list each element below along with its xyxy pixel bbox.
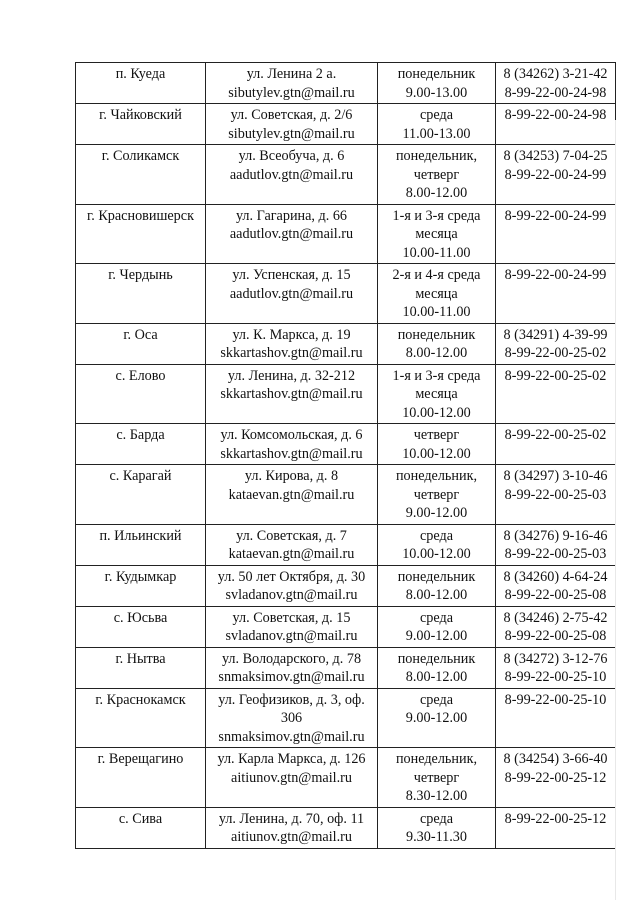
cell-address: ул. Ленина, д. 70, оф. 11 aitiunov.gtn@mail.ru (206, 807, 378, 848)
table-row (76, 606, 616, 647)
cell-address: ул. Всеобуча, д. 6 aadutlov.gtn@mail.ru (206, 145, 378, 205)
cell-phones: 8-99-22-00-25-02 (496, 364, 616, 424)
page-edge-divider (615, 120, 616, 900)
cell-address: ул. Ленина, д. 32-212 skkartashov.gtn@mail.ru (206, 364, 378, 424)
table-row (76, 63, 616, 104)
table-row (76, 145, 616, 205)
cell-schedule: среда 9.30-11.30 (378, 807, 496, 848)
cell-city: с. Сива (76, 807, 206, 848)
cell-phones: 8-99-22-00-25-02 (496, 424, 616, 465)
cell-city: с. Карагай (76, 465, 206, 525)
cell-phones: 8-99-22-00-24-99 (496, 264, 616, 324)
cell-schedule: среда 9.00-12.00 (378, 606, 496, 647)
cell-phones: 8-99-22-00-25-10 (496, 688, 616, 748)
table-row (76, 748, 616, 808)
cell-city: п. Куеда (76, 63, 206, 104)
cell-address: ул. К. Маркса, д. 19 skkartashov.gtn@mail.ru (206, 323, 378, 364)
table-row (76, 688, 616, 748)
cell-phones: 8 (34291) 4-39-99 8-99-22-00-25-02 (496, 323, 616, 364)
table-row (76, 364, 616, 424)
cell-city: п. Ильинский (76, 524, 206, 565)
cell-city: г. Чердынь (76, 264, 206, 324)
cell-address: ул. Геофизиков, д. 3, оф. 306 snmaksimov.gtn@mail.ru (206, 688, 378, 748)
cell-city: г. Краснокамск (76, 688, 206, 748)
table-row (76, 807, 616, 848)
table-row (76, 647, 616, 688)
cell-phones: 8 (34260) 4-64-24 8-99-22-00-25-08 (496, 565, 616, 606)
cell-schedule: понедельник, четверг 8.00-12.00 (378, 145, 496, 205)
cell-phones: 8 (34253) 7-04-25 8-99-22-00-24-99 (496, 145, 616, 205)
table-row (76, 264, 616, 324)
schedule-table (75, 62, 616, 849)
cell-schedule: среда 9.00-12.00 (378, 688, 496, 748)
cell-phones: 8 (34297) 3-10-46 8-99-22-00-25-03 (496, 465, 616, 525)
table-row (76, 465, 616, 525)
cell-schedule: понедельник, четверг 8.30-12.00 (378, 748, 496, 808)
cell-address: ул. Кирова, д. 8 kataevan.gtn@mail.ru (206, 465, 378, 525)
schedule-table-body (76, 63, 616, 849)
cell-city: г. Нытва (76, 647, 206, 688)
cell-city: г. Кудымкар (76, 565, 206, 606)
cell-address: ул. Ленина 2 а. sibutylev.gtn@mail.ru (206, 63, 378, 104)
cell-schedule: понедельник, четверг 9.00-12.00 (378, 465, 496, 525)
cell-city: г. Красновишерск (76, 204, 206, 264)
table-row (76, 524, 616, 565)
cell-city: г. Верещагино (76, 748, 206, 808)
cell-address: ул. Успенская, д. 15 aadutlov.gtn@mail.ru (206, 264, 378, 324)
cell-schedule: понедельник 8.00-12.00 (378, 565, 496, 606)
cell-schedule: понедельник 9.00-13.00 (378, 63, 496, 104)
cell-phones: 8 (34246) 2-75-42 8-99-22-00-25-08 (496, 606, 616, 647)
table-row (76, 323, 616, 364)
cell-schedule: среда 11.00-13.00 (378, 104, 496, 145)
cell-schedule: 1-я и 3-я среда месяца 10.00-11.00 (378, 204, 496, 264)
table-row (76, 424, 616, 465)
cell-schedule: понедельник 8.00-12.00 (378, 323, 496, 364)
cell-address: ул. 50 лет Октября, д. 30 svladanov.gtn@mail.ru (206, 565, 378, 606)
cell-address: ул. Комсомольская, д. 6 skkartashov.gtn@mail.ru (206, 424, 378, 465)
cell-schedule: четверг 10.00-12.00 (378, 424, 496, 465)
cell-city: г. Оса (76, 323, 206, 364)
cell-schedule: 2-я и 4-я среда месяца 10.00-11.00 (378, 264, 496, 324)
cell-address: ул. Советская, д. 15 svladanov.gtn@mail.ru (206, 606, 378, 647)
cell-phones: 8 (34254) 3-66-40 8-99-22-00-25-12 (496, 748, 616, 808)
table-row (76, 565, 616, 606)
cell-schedule: понедельник 8.00-12.00 (378, 647, 496, 688)
cell-phones: 8 (34262) 3-21-42 8-99-22-00-24-98 (496, 63, 616, 104)
cell-address: ул. Советская, д. 7 kataevan.gtn@mail.ru (206, 524, 378, 565)
cell-phones: 8 (34276) 9-16-46 8-99-22-00-25-03 (496, 524, 616, 565)
table-row (76, 104, 616, 145)
cell-address: ул. Володарского, д. 78 snmaksimov.gtn@mail.ru (206, 647, 378, 688)
cell-city: г. Соликамск (76, 145, 206, 205)
cell-city: г. Чайковский (76, 104, 206, 145)
cell-address: ул. Гагарина, д. 66 aadutlov.gtn@mail.ru (206, 204, 378, 264)
cell-phones: 8-99-22-00-24-98 (496, 104, 616, 145)
table-row (76, 204, 616, 264)
cell-city: с. Юсьва (76, 606, 206, 647)
cell-address: ул. Карла Маркса, д. 126 aitiunov.gtn@mail.ru (206, 748, 378, 808)
cell-phones: 8-99-22-00-24-99 (496, 204, 616, 264)
cell-schedule: среда 10.00-12.00 (378, 524, 496, 565)
cell-address: ул. Советская, д. 2/6 sibutylev.gtn@mail.ru (206, 104, 378, 145)
cell-city: с. Елово (76, 364, 206, 424)
cell-city: с. Барда (76, 424, 206, 465)
cell-phones: 8 (34272) 3-12-76 8-99-22-00-25-10 (496, 647, 616, 688)
cell-phones: 8-99-22-00-25-12 (496, 807, 616, 848)
cell-schedule: 1-я и 3-я среда месяца 10.00-12.00 (378, 364, 496, 424)
